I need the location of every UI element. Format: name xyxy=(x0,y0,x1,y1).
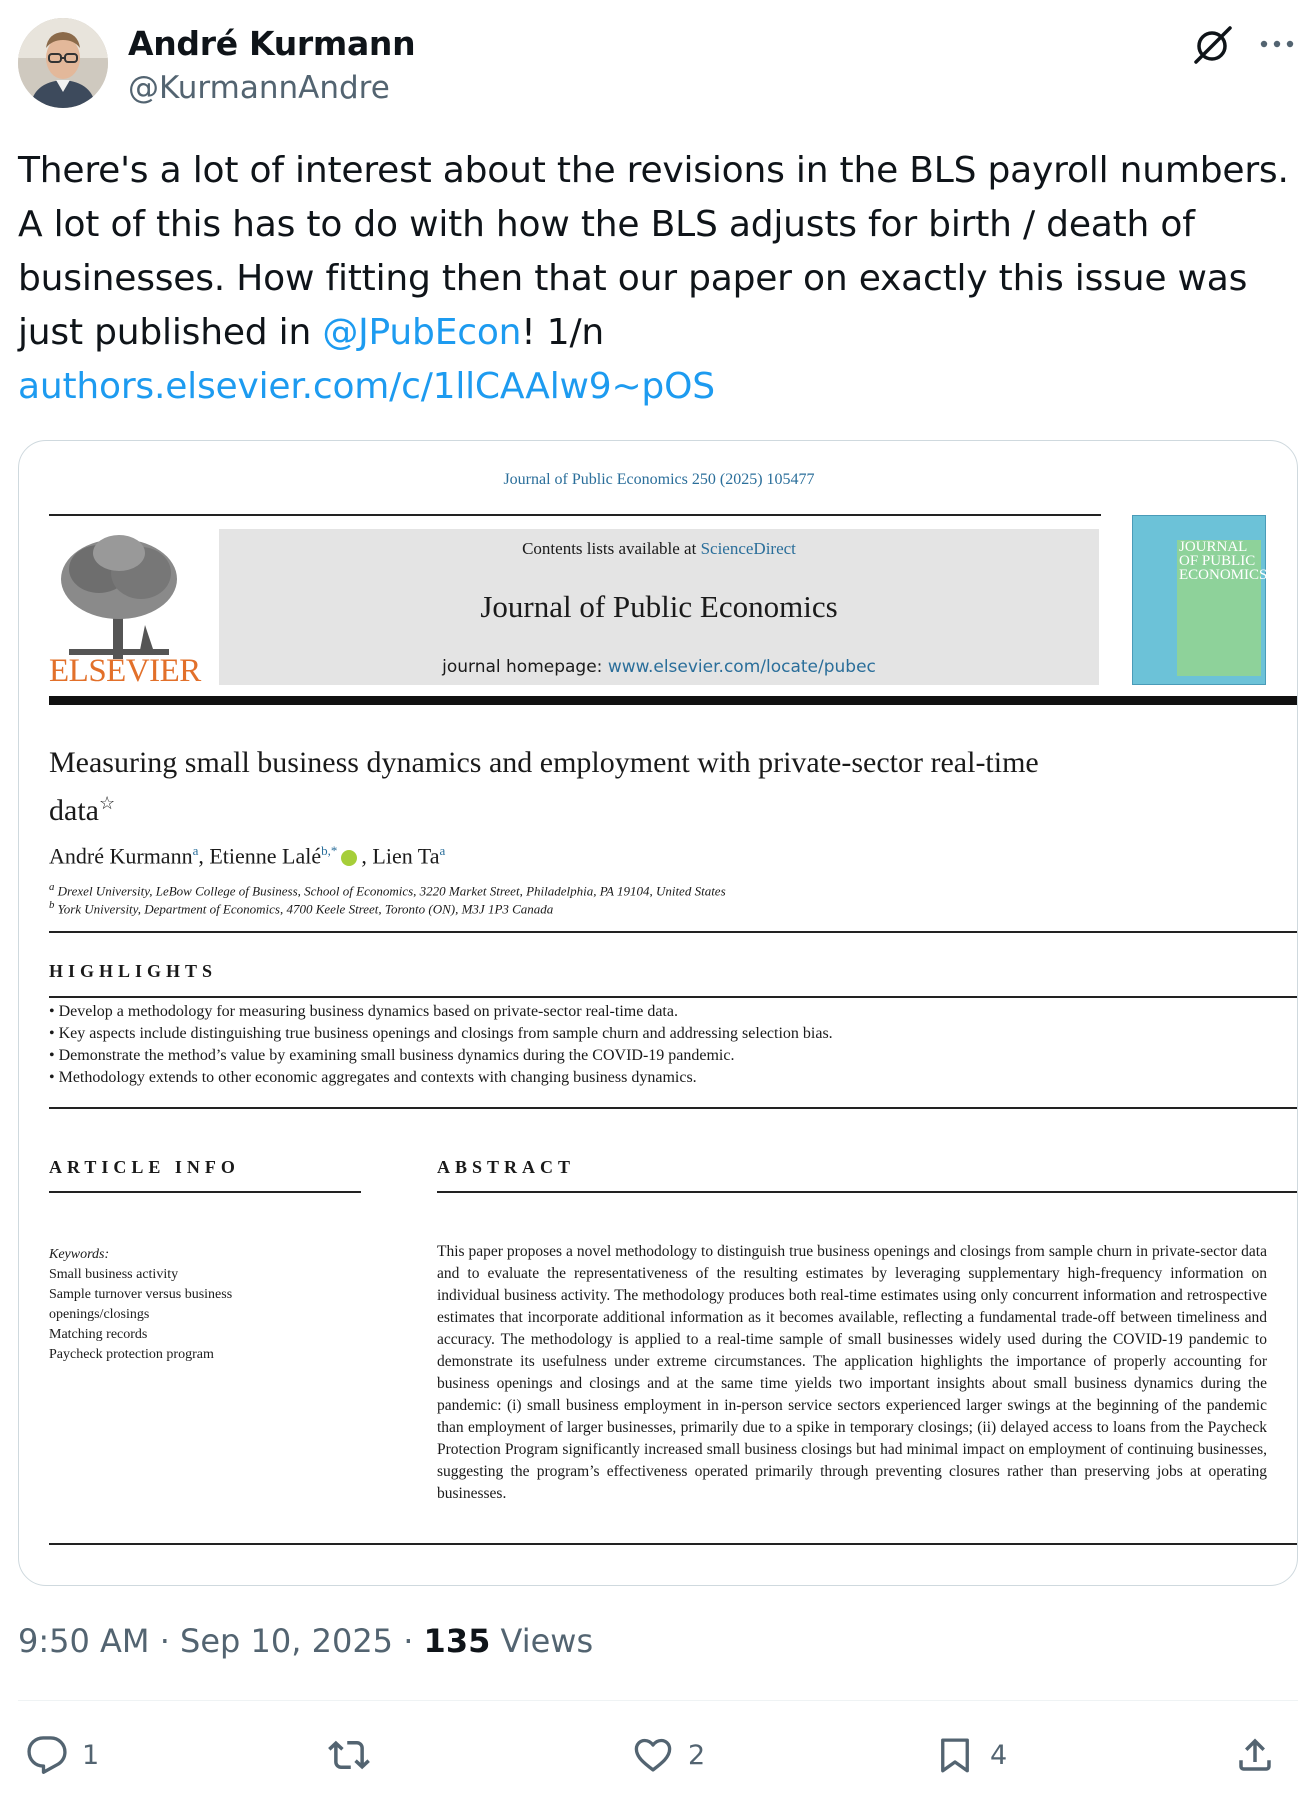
article-title xyxy=(49,743,1099,831)
affiliation-text: Drexel University, LeBow College of Business, School of Economics, 3220 Market Street, Philadelphia, PA 19104, United States xyxy=(57,883,726,899)
highlight-item: • Key aspects include distinguishing true business openings and closings from sample churn and addressing selection bias. xyxy=(49,1025,833,1042)
author-handle[interactable]: @KurmannAndre xyxy=(128,70,390,106)
paper-citation: Journal of Public Economics 250 (2025) 105477 xyxy=(503,471,815,488)
divider xyxy=(18,1700,1298,1701)
author-sup: a xyxy=(192,843,199,858)
divider xyxy=(49,1543,1298,1545)
divider xyxy=(49,1191,361,1193)
author-sup: a xyxy=(439,843,446,858)
affiliation-text: York University, Department of Economics, 4700 Keele Street, Toronto (ON), M3J 1P3 Canada xyxy=(57,901,554,917)
divider xyxy=(49,931,1298,933)
homepage-prefix: journal homepage: xyxy=(442,657,608,677)
journal-homepage xyxy=(219,657,1099,677)
title-footnote-mark: ☆ xyxy=(98,793,116,813)
keyword: Paycheck protection program xyxy=(49,1347,214,1362)
reply-count: 1 xyxy=(82,1739,100,1771)
elsevier-wordmark: ELSEVIER xyxy=(49,653,201,689)
tweet-text xyxy=(18,144,1298,414)
abstract-text: This paper proposes a novel methodology to distinguish true business openings and closings from sample churn in private-sector data and to evaluate the representativeness of the resulting estimates by leveraging supplementary high-frequency information on individual business activity. The methodology produces both real-time estimates using only concurrent information and retrospective estimates that incorporate additional information as it becomes available, reflecting a fundamental trade-off between timeliness and accuracy. The methodology is applied to a real-time sample of small businesses widely used during the COVID-19 pandemic to demonstrate its usefulness under extreme circumstances. The application highlights the importance of properly accounting for business openings and closings and at the same time yields two important insights about small business dynamics during the pandemic: (i) small business employment in in-person service sectors experienced larger swings at the beginning of the pandemic than employment of larger businesses, primarily due to a spike in temporary closings; (ii) delayed access to loans from the Paycheck Protection Program significantly increased small business closings but had minimal impact on employment of continuing businesses, suggesting the program’s effectiveness operated primarily through preventing closures rather than preserving jobs at operating businesses. xyxy=(437,1243,1267,1502)
abstract-heading: ABSTRACT xyxy=(437,1157,576,1177)
paper-author: André Kurmann xyxy=(49,843,193,869)
like-icon xyxy=(632,1734,674,1776)
bookmark-button[interactable] xyxy=(934,1730,1007,1780)
article-title-text: Measuring small business dynamics and employment with private-sector real-time data xyxy=(49,746,1039,827)
keyword: Small business activity xyxy=(49,1267,179,1282)
views-count: 135 xyxy=(423,1622,491,1660)
author-sup: b,* xyxy=(321,843,338,858)
paper-author: Lien Ta xyxy=(372,843,440,869)
retweet-button[interactable] xyxy=(328,1730,370,1780)
keyword: Matching records xyxy=(49,1327,148,1342)
avatar-photo xyxy=(18,18,108,108)
reply-icon xyxy=(26,1734,68,1776)
views-label: Views xyxy=(490,1622,594,1660)
tweet-time[interactable]: 9:50 AM xyxy=(18,1622,150,1660)
affiliation xyxy=(49,881,726,899)
keywords-label: Keywords: xyxy=(49,1247,110,1262)
like-button[interactable] xyxy=(632,1730,705,1780)
highlight-item: • Develop a methodology for measuring business dynamics based on private-sector real-time data. xyxy=(49,1003,678,1020)
retweet-icon xyxy=(328,1734,370,1776)
journal-cover xyxy=(1132,515,1266,685)
share-icon xyxy=(1234,1734,1276,1776)
journal-title: Journal of Public Economics xyxy=(480,589,838,624)
paper-authors: André Kurmann$^a$, Etienne Lalé$^{b,*}$ , Lien Ta$^a$ xyxy=(49,843,446,869)
divider xyxy=(437,1191,1298,1193)
tweet-body: There's a lot of interest about the revisions in the BLS payroll numbers. A lot of this has to do with how the BLS adjusts for birth / death of businesses. How fitting then that our paper on exactly this issue was just published in xyxy=(18,150,1289,353)
media-image[interactable] xyxy=(18,440,1298,1586)
tweet-body-end: ! 1/n xyxy=(521,312,605,353)
paper-page xyxy=(19,441,1298,1586)
sciencedirect-link: ScienceDirect xyxy=(700,539,796,558)
tweet-date[interactable]: Sep 10, 2025 xyxy=(180,1622,394,1660)
divider xyxy=(49,996,1298,998)
keyword: Sample turnover versus business xyxy=(49,1287,233,1302)
cover-title: JOURNAL OF PUBLIC ECONOMICS xyxy=(1179,539,1268,583)
highlight-item: • Methodology extends to other economic aggregates and contexts with changing business dynamics. xyxy=(49,1069,697,1086)
reply-button[interactable] xyxy=(26,1730,99,1780)
meta-separator: · xyxy=(149,1622,181,1660)
contents-line xyxy=(219,539,1099,559)
affiliation xyxy=(49,899,553,917)
bookmark-count: 4 xyxy=(990,1739,1008,1771)
divider xyxy=(49,696,1298,705)
paper-author: Etienne Lalé xyxy=(209,843,322,869)
orcid-icon xyxy=(341,850,357,866)
affiliation-mark: a xyxy=(49,881,55,893)
affiliation-mark: b xyxy=(49,899,55,911)
grok-icon[interactable] xyxy=(1190,22,1236,68)
paper-link[interactable]: authors.elsevier.com/c/1llCAAlw9~pOS xyxy=(18,366,715,407)
avatar[interactable] xyxy=(18,18,108,108)
homepage-url: www.elsevier.com/locate/pubec xyxy=(607,657,876,677)
like-count: 2 xyxy=(688,1739,706,1771)
meta-separator: · xyxy=(393,1622,424,1660)
highlights-heading: HIGHLIGHTS xyxy=(49,961,218,981)
journal-masthead xyxy=(219,529,1099,685)
mention-link[interactable]: @JPubEcon xyxy=(322,312,522,353)
article-info-heading: ARTICLE INFO xyxy=(49,1157,240,1177)
more-icon[interactable] xyxy=(1254,24,1300,64)
highlight-item: • Demonstrate the method’s value by examining small business dynamics during the COVID-19 pandemic. xyxy=(49,1047,735,1064)
divider xyxy=(49,514,1101,516)
author-name[interactable]: André Kurmann xyxy=(128,24,416,63)
share-button[interactable] xyxy=(1234,1730,1276,1780)
contents-prefix: Contents lists available at xyxy=(522,539,701,558)
divider xyxy=(49,1107,1298,1109)
tweet-meta xyxy=(18,1622,593,1660)
bookmark-icon xyxy=(934,1734,976,1776)
keyword: openings/closings xyxy=(49,1307,150,1322)
